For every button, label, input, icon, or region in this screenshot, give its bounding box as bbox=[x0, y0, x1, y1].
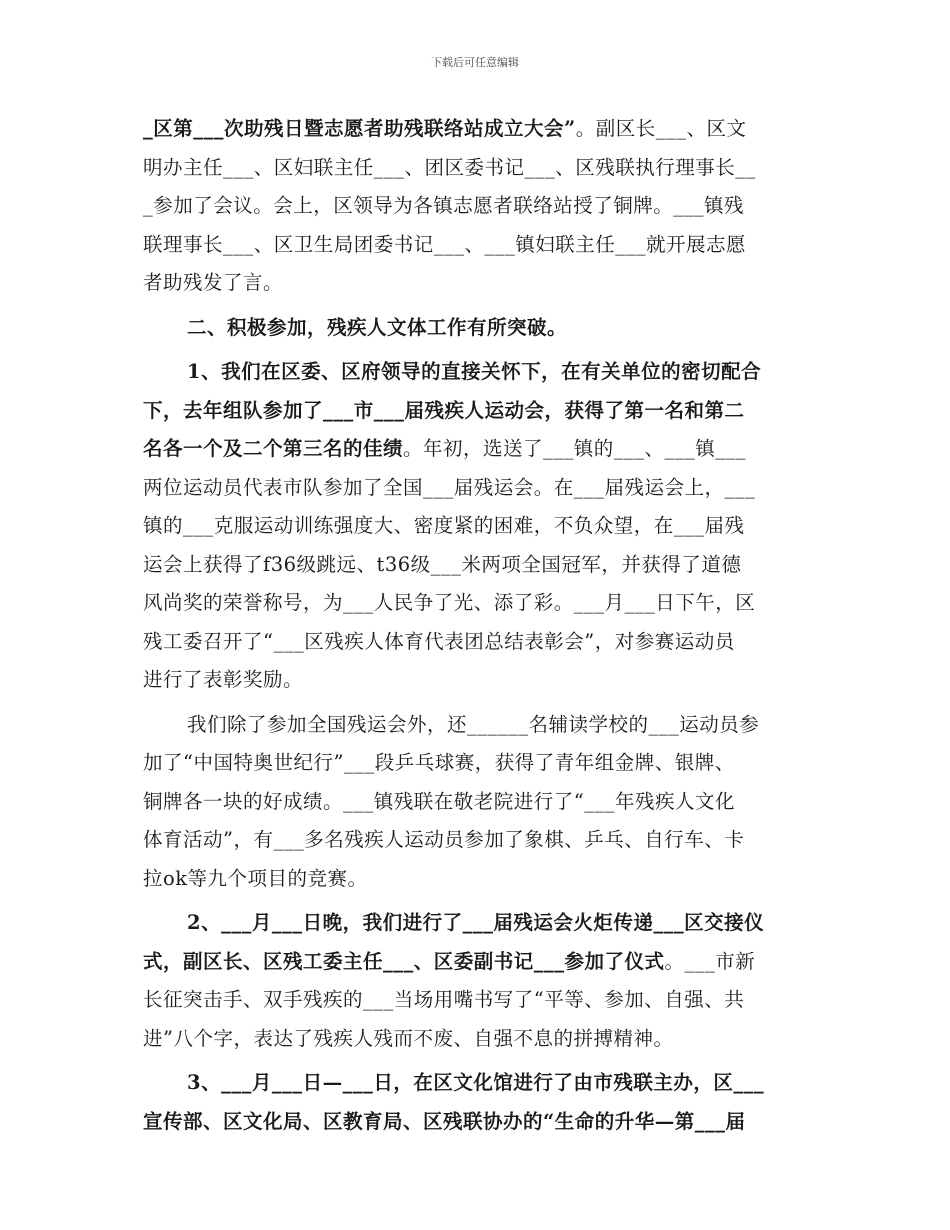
text-line bbox=[143, 149, 811, 188]
text-line bbox=[143, 821, 811, 860]
text-line bbox=[143, 623, 811, 662]
text-line bbox=[143, 981, 811, 1020]
text-run: 进行了表彰奖励。 bbox=[143, 668, 304, 691]
text-run: 2、___月___日晚，我们进行了___届残运会火炬传递___区交接仪 bbox=[187, 911, 765, 934]
text-line bbox=[143, 1103, 811, 1142]
text-line bbox=[143, 469, 811, 508]
text-run: 。___市新 bbox=[664, 949, 756, 973]
text-run: _区第___次助残日暨志愿者助残联络站成立大会” bbox=[143, 117, 576, 140]
text-line bbox=[143, 187, 811, 226]
text-run: 体育活动”，有___多名残疾人运动员参加了象棋、乒乓、自行车、卡 bbox=[143, 828, 745, 851]
text-run: 铜牌各一块的好成绩。___镇残联在敬老院进行了“___年残疾人文化 bbox=[143, 789, 735, 813]
text-run: 明办主任___、区妇联主任___、团区委书记___、区残联执行理事长__ bbox=[143, 155, 756, 179]
text-line bbox=[143, 226, 811, 265]
text-run: 残工委召开了“___区残疾人体育代表团总结表彰会”，对参赛运动员 bbox=[143, 629, 735, 653]
text-run: 镇的___克服运动训练强度大、密度紧的困难，不负众望，在___届残 bbox=[143, 514, 745, 537]
text-run: 拉ok等九个项目的竞赛。 bbox=[143, 866, 368, 890]
document-body bbox=[143, 110, 811, 1141]
text-line bbox=[143, 706, 811, 745]
text-run: 者助残发了言。 bbox=[143, 271, 284, 294]
section-heading bbox=[143, 309, 811, 348]
page-header: 下载后可任意编辑 bbox=[431, 56, 519, 69]
text-run: 。年初，选送了___镇的___、___镇___ bbox=[403, 437, 747, 460]
text-line bbox=[143, 430, 811, 469]
text-line bbox=[143, 783, 811, 822]
text-line bbox=[143, 392, 811, 431]
text-line bbox=[143, 904, 811, 943]
text-line bbox=[143, 1020, 811, 1059]
text-run: 两位运动员代表市队参加了全国___届残运会。在___届残运会上，___ bbox=[143, 475, 756, 499]
text-line bbox=[143, 1064, 811, 1103]
text-line bbox=[143, 264, 811, 303]
text-line bbox=[143, 661, 811, 700]
text-line bbox=[143, 584, 811, 623]
text-line bbox=[143, 860, 811, 899]
text-run: 运会上获得了f36级跳远、t36级___米两项全国冠军，并获得了道德 bbox=[143, 552, 742, 576]
text-run: 名各一个及二个第三名的佳绩 bbox=[143, 437, 404, 460]
text-run: 风尚奖的荣誉称号，为___人民争了光、添了彩。___月___日下午，区 bbox=[143, 591, 756, 614]
text-line bbox=[143, 507, 811, 546]
text-run: 下，去年组队参加了___市___届残疾人运动会，获得了第一名和第二 bbox=[143, 398, 745, 422]
text-line bbox=[143, 110, 811, 149]
text-run: 我们除了参加全国残运会外，还______名辅读学校的___运动员参 bbox=[187, 712, 760, 736]
text-run: 进”八个字，表达了残疾人残而不废、自强不息的拼搏精神。 bbox=[143, 1026, 674, 1050]
text-line bbox=[143, 353, 811, 392]
text-line bbox=[143, 744, 811, 783]
text-run: _参加了会议。会上，区领导为各镇志愿者联络站授了铜牌。___镇残 bbox=[143, 194, 745, 217]
text-run: 。副区长___、区文 bbox=[575, 117, 747, 140]
text-run: 加了“中国特奥世纪行”___段乒乓球赛，获得了青年组金牌、银牌、 bbox=[143, 751, 735, 774]
text-run: 二、积极参加，残疾人文体工作有所突破。 bbox=[187, 315, 568, 339]
text-run: 宣传部、区文化局、区教育局、区残联协办的“生命的升华—第___届 bbox=[143, 1109, 746, 1133]
text-run: 3、___月___日—___日，在区文化馆进行了由市残联主办，区___ bbox=[187, 1071, 765, 1094]
text-run: 联理事长___、区卫生局团委书记___、___镇妇联主任___就开展志愿 bbox=[143, 232, 747, 256]
text-run: 式，副区长、区残工委主任___、区委副书记___参加了仪式 bbox=[143, 949, 665, 973]
text-run: 1、我们在区委、区府领导的直接关怀下，在有关单位的密切配合 bbox=[187, 360, 762, 383]
text-run: 长征突击手、双手残疾的___当场用嘴书写了“平等、参加、自强、共 bbox=[143, 988, 745, 1011]
text-line bbox=[143, 546, 811, 585]
text-line bbox=[143, 943, 811, 982]
